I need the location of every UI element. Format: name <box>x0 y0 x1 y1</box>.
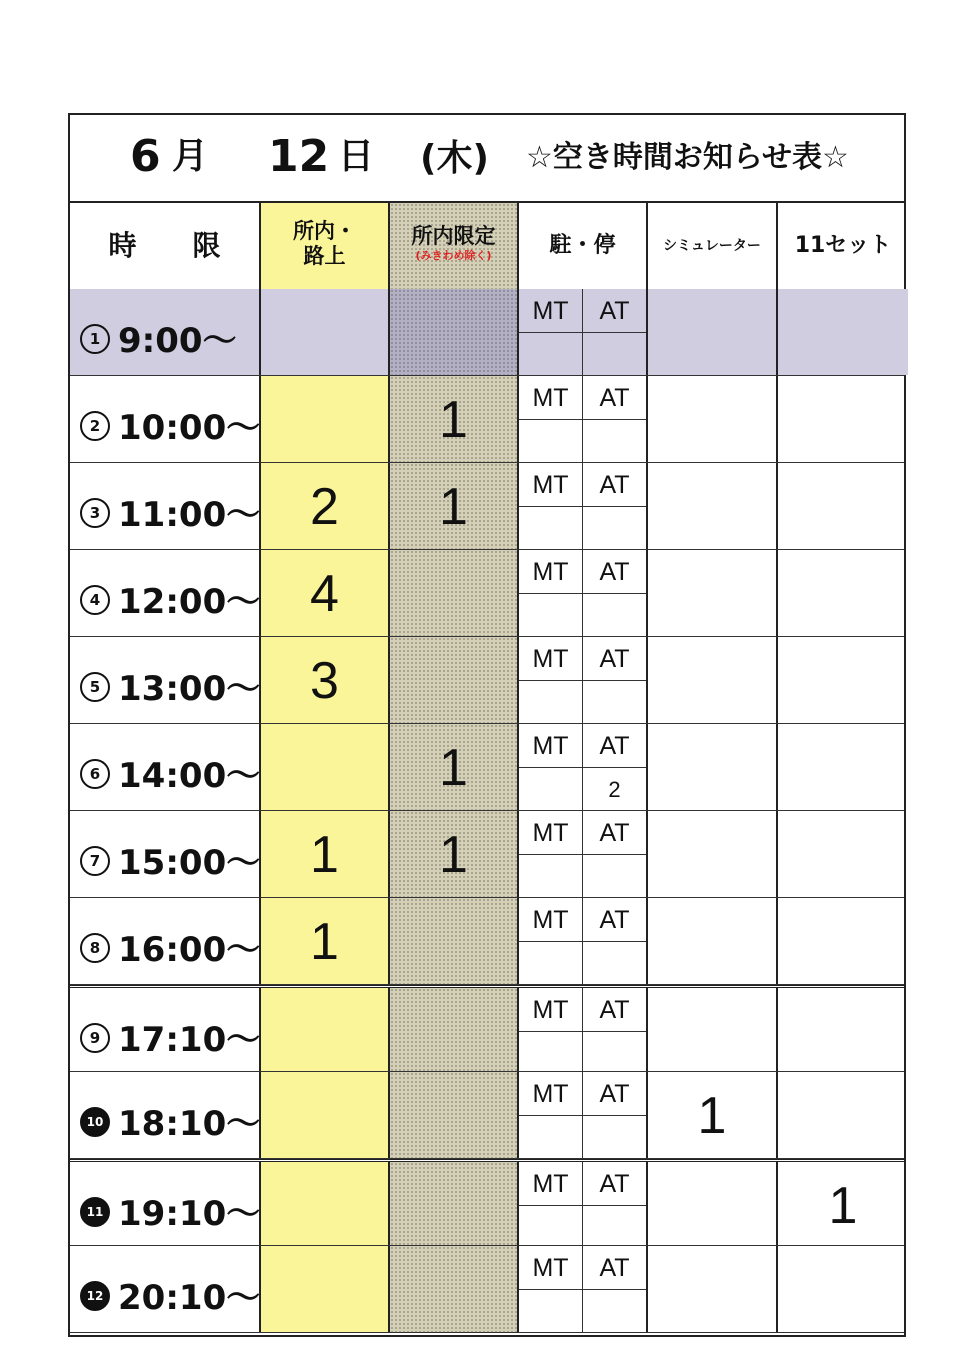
mt-count <box>519 594 582 637</box>
simulator-cell <box>648 376 778 462</box>
mt-count <box>519 681 582 724</box>
inside-cell <box>390 463 519 549</box>
at-cell <box>583 898 648 984</box>
period-number: 5 <box>80 672 110 702</box>
at-count: 2 <box>608 777 621 802</box>
simulator-cell <box>648 289 778 375</box>
at-count <box>583 1290 646 1333</box>
at-cell <box>583 463 648 549</box>
table-row <box>70 550 904 637</box>
time-label <box>80 661 260 710</box>
header-simulator <box>648 203 778 289</box>
title-row <box>70 115 904 203</box>
mt-count <box>519 507 582 550</box>
inside-count: 1 <box>439 478 468 536</box>
mt-label: MT <box>519 724 582 768</box>
set11-count: 1 <box>828 1177 858 1235</box>
period-number: 10 <box>80 1107 110 1137</box>
time-cell <box>70 1072 261 1158</box>
header-parking <box>519 203 648 289</box>
mt-label: MT <box>519 1162 582 1206</box>
time-label <box>80 313 237 362</box>
header-simulator-label: シミュレーター <box>663 238 761 254</box>
at-label: AT <box>583 724 646 768</box>
at-label: AT <box>583 1162 646 1206</box>
set11-cell <box>778 1072 908 1158</box>
mt-cell <box>519 289 583 375</box>
mt-count <box>519 942 582 985</box>
at-cell <box>583 637 648 723</box>
at-label: AT <box>583 1246 646 1290</box>
time-label <box>80 1096 260 1145</box>
table-row <box>70 724 904 811</box>
at-label: AT <box>583 376 646 420</box>
time-label <box>80 1270 260 1319</box>
mt-cell <box>519 1162 583 1245</box>
mt-label: MT <box>519 289 582 333</box>
title-subtitle: ☆空き時間お知らせ表☆ <box>526 140 849 175</box>
header-11set <box>778 203 908 289</box>
mt-cell <box>519 550 583 636</box>
table-row <box>70 811 904 898</box>
period-number: 12 <box>80 1281 110 1311</box>
at-label: AT <box>583 988 646 1032</box>
road-count: 1 <box>310 913 339 971</box>
header-inside-note: (みきわめ除く) <box>415 249 492 262</box>
set11-cell <box>778 1162 908 1245</box>
header-road <box>261 203 390 289</box>
set11-cell <box>778 463 908 549</box>
mt-label: MT <box>519 1246 582 1290</box>
mt-label: MT <box>519 898 582 942</box>
title-weekday: (木) <box>420 138 489 179</box>
period-number: 4 <box>80 585 110 615</box>
mt-cell <box>519 463 583 549</box>
table-row <box>70 985 904 1072</box>
period-time: 13:00～ <box>118 669 261 709</box>
table-row <box>70 376 904 463</box>
time-label <box>80 922 260 971</box>
mt-label: MT <box>519 811 582 855</box>
mt-count <box>519 1290 582 1333</box>
inside-cell <box>390 811 519 897</box>
mt-label: MT <box>519 376 582 420</box>
period-number: 9 <box>80 1023 110 1053</box>
mt-count <box>519 333 582 376</box>
set11-cell <box>778 550 908 636</box>
period-time: 11:00～ <box>118 495 261 535</box>
mt-count <box>519 420 582 463</box>
at-label: AT <box>583 811 646 855</box>
at-label: AT <box>583 289 646 333</box>
mt-cell <box>519 1246 583 1332</box>
road-cell <box>261 988 390 1071</box>
table-row <box>70 1159 904 1246</box>
time-label <box>80 748 260 797</box>
inside-count: 1 <box>439 391 468 449</box>
road-cell <box>261 1246 390 1332</box>
mt-count <box>519 768 582 811</box>
road-count: 1 <box>310 826 339 884</box>
simulator-count: 1 <box>697 1087 727 1145</box>
time-cell <box>70 463 261 549</box>
road-cell <box>261 550 390 636</box>
table-row <box>70 1246 904 1333</box>
mt-cell <box>519 898 583 984</box>
road-cell <box>261 724 390 810</box>
simulator-cell <box>648 811 778 897</box>
road-count: 4 <box>310 565 339 623</box>
period-number: 2 <box>80 411 110 441</box>
at-label: AT <box>583 637 646 681</box>
set11-cell <box>778 811 908 897</box>
period-number: 3 <box>80 498 110 528</box>
table-row <box>70 289 904 376</box>
at-count <box>583 855 646 898</box>
at-cell <box>583 988 648 1071</box>
simulator-cell <box>648 463 778 549</box>
at-cell <box>583 1246 648 1332</box>
period-number: 11 <box>80 1197 110 1227</box>
road-count: 3 <box>310 652 339 710</box>
at-cell <box>583 1162 648 1245</box>
at-count <box>583 333 646 376</box>
set11-cell <box>778 1246 908 1332</box>
road-cell <box>261 637 390 723</box>
set11-cell <box>778 898 908 984</box>
at-count <box>583 681 646 724</box>
at-cell <box>583 1072 648 1158</box>
road-cell <box>261 376 390 462</box>
at-cell <box>583 811 648 897</box>
set11-cell <box>778 637 908 723</box>
time-cell <box>70 637 261 723</box>
set11-cell <box>778 376 908 462</box>
simulator-cell <box>648 724 778 810</box>
at-cell <box>583 376 648 462</box>
mt-label: MT <box>519 988 582 1032</box>
inside-cell <box>390 1246 519 1332</box>
inside-cell <box>390 550 519 636</box>
header-time <box>70 203 261 289</box>
set11-cell <box>778 988 908 1071</box>
time-cell <box>70 376 261 462</box>
at-cell <box>583 550 648 636</box>
road-cell <box>261 463 390 549</box>
at-label: AT <box>583 1072 646 1116</box>
mt-label: MT <box>519 463 582 507</box>
period-time: 12:00～ <box>118 582 261 622</box>
header-inside-line1: 所内限定 <box>411 224 496 248</box>
mt-label: MT <box>519 550 582 594</box>
period-number: 8 <box>80 933 110 963</box>
mt-label: MT <box>519 637 582 681</box>
mt-count <box>519 855 582 898</box>
header-road-line1: 所内・ <box>293 219 356 243</box>
period-time: 16:00～ <box>118 930 261 970</box>
inside-cell <box>390 289 519 375</box>
time-label <box>80 574 260 623</box>
time-label <box>80 1012 260 1061</box>
inside-count: 1 <box>439 739 468 797</box>
set11-cell <box>778 289 908 375</box>
road-cell <box>261 811 390 897</box>
inside-cell <box>390 898 519 984</box>
time-label <box>80 487 260 536</box>
period-number: 7 <box>80 846 110 876</box>
time-label <box>80 1186 260 1235</box>
at-count <box>583 1116 646 1159</box>
period-number: 6 <box>80 759 110 789</box>
mt-cell <box>519 811 583 897</box>
period-time: 9:00～ <box>118 321 237 361</box>
set11-cell <box>778 724 908 810</box>
at-cell <box>583 289 648 375</box>
time-label <box>80 835 260 884</box>
simulator-cell <box>648 637 778 723</box>
at-count <box>583 420 646 463</box>
mt-count <box>519 1206 582 1249</box>
mt-cell <box>519 988 583 1071</box>
inside-cell <box>390 1162 519 1245</box>
simulator-cell <box>648 988 778 1071</box>
at-count <box>583 507 646 550</box>
inside-cell <box>390 376 519 462</box>
schedule-sheet <box>68 113 906 1337</box>
time-cell <box>70 289 261 375</box>
period-number: 1 <box>80 324 110 354</box>
at-count <box>583 594 646 637</box>
time-cell <box>70 898 261 984</box>
time-cell <box>70 724 261 810</box>
inside-cell <box>390 724 519 810</box>
title-month: 6 <box>130 131 161 182</box>
mt-cell <box>519 376 583 462</box>
header-11set-label: 11セット <box>794 233 892 258</box>
mt-cell <box>519 637 583 723</box>
mt-cell <box>519 1072 583 1158</box>
mt-cell <box>519 724 583 810</box>
inside-cell <box>390 637 519 723</box>
simulator-cell <box>648 1162 778 1245</box>
road-cell <box>261 289 390 375</box>
period-time: 15:00～ <box>118 843 261 883</box>
table-row <box>70 898 904 985</box>
simulator-cell <box>648 898 778 984</box>
table-row <box>70 637 904 724</box>
header-parking-label: 駐・停 <box>549 233 616 258</box>
at-count <box>583 942 646 985</box>
title-day: 12 <box>268 131 330 182</box>
at-count <box>583 1032 646 1075</box>
inside-cell <box>390 1072 519 1158</box>
at-label: AT <box>583 898 646 942</box>
time-cell <box>70 1162 261 1245</box>
inside-cell <box>390 988 519 1071</box>
inside-count: 1 <box>439 826 468 884</box>
road-cell <box>261 1162 390 1245</box>
period-time: 18:10～ <box>118 1104 261 1144</box>
table-row <box>70 463 904 550</box>
simulator-cell <box>648 1246 778 1332</box>
simulator-cell <box>648 1072 778 1158</box>
at-label: AT <box>583 463 646 507</box>
period-time: 20:10～ <box>118 1278 261 1318</box>
table-row <box>70 1072 904 1159</box>
time-cell <box>70 1246 261 1332</box>
mt-label: MT <box>519 1072 582 1116</box>
time-cell <box>70 811 261 897</box>
mt-count <box>519 1116 582 1159</box>
road-cell <box>261 898 390 984</box>
road-count: 2 <box>310 478 339 536</box>
period-time: 10:00～ <box>118 408 261 448</box>
simulator-cell <box>648 550 778 636</box>
title-month-unit: 月 <box>172 136 209 177</box>
time-cell <box>70 550 261 636</box>
time-cell <box>70 988 261 1071</box>
period-time: 17:10～ <box>118 1020 261 1060</box>
at-label: AT <box>583 550 646 594</box>
header-time-label: 時 限 <box>108 229 221 262</box>
road-cell <box>261 1072 390 1158</box>
period-time: 14:00～ <box>118 756 261 796</box>
mt-count <box>519 1032 582 1075</box>
header-road-line2: 路上 <box>303 244 346 268</box>
period-time: 19:10～ <box>118 1194 261 1234</box>
at-count <box>583 1206 646 1249</box>
at-cell <box>583 724 648 810</box>
header-inside <box>390 203 519 289</box>
title-day-unit: 日 <box>338 136 375 177</box>
time-label <box>80 400 260 449</box>
